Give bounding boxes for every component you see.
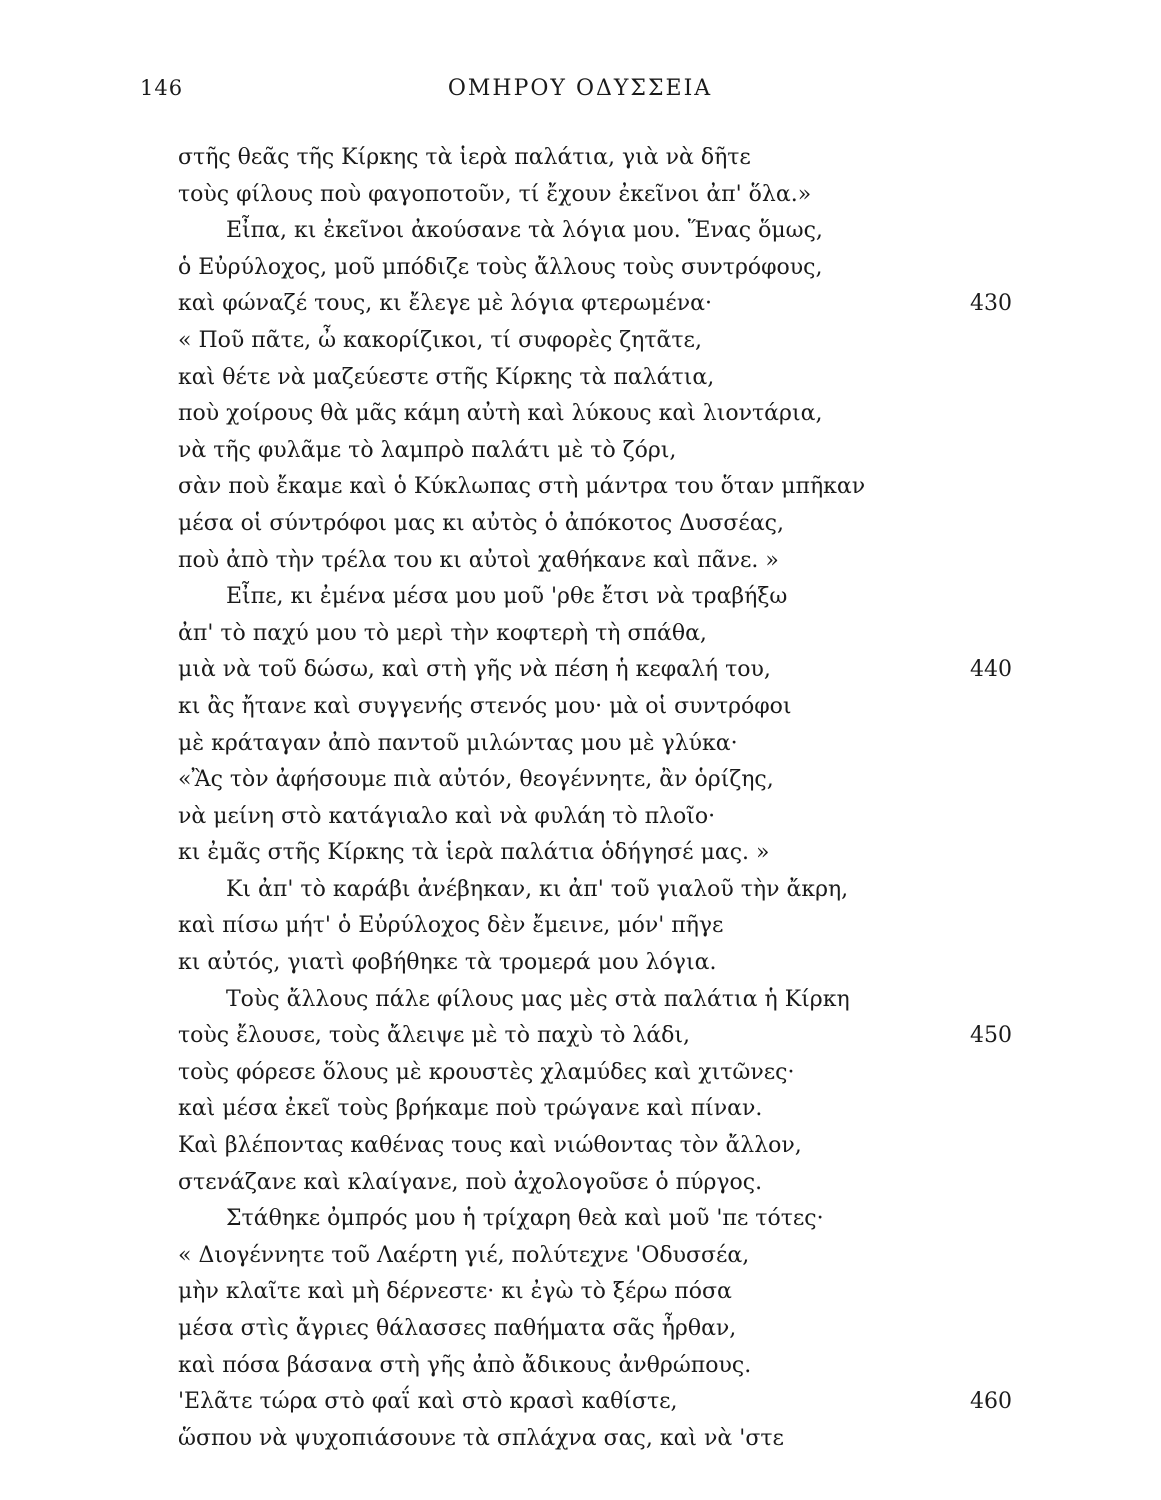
- verse-text: μιὰ νὰ τοῦ δώσω, καὶ στὴ γῆς νὰ πέση ἡ κεφαλή του,: [178, 657, 771, 683]
- line-number: 440: [970, 657, 1012, 683]
- verse-text: κι αὐτός, γιατὶ φοβήθηκε τὰ τρομερά μου λόγια.: [178, 950, 717, 976]
- verse-line: [178, 1018, 1018, 1055]
- verse-line: [178, 469, 1018, 506]
- verse-text: στενάζανε καὶ κλαίγανε, ποὺ ἀχολογοῦσε ὁ πύργος.: [178, 1169, 763, 1195]
- verse-line: [178, 799, 1018, 836]
- verse-text: ἀπ' τὸ παχύ μου τὸ μερὶ τὴν κοφτερὴ τὴ σπάθα,: [178, 620, 707, 646]
- verse-text: τοὺς ἔλουσε, τοὺς ἄλειψε μὲ τὸ παχὺ τὸ λάδι,: [178, 1023, 691, 1049]
- verse-text: κι ἐμᾶς στῆς Κίρκης τὰ ἱερὰ παλάτια ὁδήγησέ μας. »: [178, 840, 770, 866]
- verse-line: [178, 396, 1018, 433]
- verse-text: Καὶ βλέποντας καθένας τους καὶ νιώθοντας τὸν ἄλλον,: [178, 1133, 802, 1159]
- verse-text: Εἶπα, κι ἐκεῖνοι ἀκούσανε τὰ λόγια μου. Ἕνας ὅμως,: [226, 218, 823, 244]
- page-number: 146: [140, 76, 184, 100]
- verse-text: καὶ πόσα βάσανα στὴ γῆς ἀπὸ ἄδικους ἀνθρώπους.: [178, 1352, 752, 1378]
- page-header: [140, 76, 1020, 106]
- line-number: 450: [970, 1023, 1012, 1049]
- verse-text: Τοὺς ἄλλους πάλε φίλους μας μὲς στὰ παλάτια ἡ Κίρκη: [226, 986, 850, 1012]
- verse-text: νὰ τῆς φυλᾶμε τὸ λαμπρὸ παλάτι μὲ τὸ ζόρι,: [178, 437, 677, 463]
- verse-text: τοὺς φόρεσε ὅλους μὲ κρουστὲς χλαμύδες καὶ χιτῶνες·: [178, 1059, 795, 1085]
- running-title: ΟΜΗΡΟΥ ΟΔΥΣΣΕΙΑ: [447, 76, 713, 101]
- verse-line: [178, 908, 1018, 945]
- verse-line: [178, 1238, 1018, 1275]
- verse-line: [178, 945, 1018, 982]
- verse-text: μέσα στὶς ἄγριες θάλασσες παθήματα σᾶς ἦρθαν,: [178, 1316, 737, 1341]
- verse-line: [178, 579, 1018, 616]
- verse-text: στῆς θεᾶς τῆς Κίρκης τὰ ἱερὰ παλάτια, γιὰ νὰ δῆτε: [178, 145, 751, 170]
- verse-line: [178, 1091, 1018, 1128]
- verse-line: [178, 1128, 1018, 1165]
- verse-text: 'Ελᾶτε τώρα στὸ φαΐ καὶ στὸ κρασὶ καθίστε,: [178, 1389, 678, 1415]
- verse-line: [178, 762, 1018, 799]
- verse-line: [178, 250, 1018, 287]
- verse-line: [178, 543, 1018, 580]
- line-number: 430: [970, 291, 1012, 317]
- verse-text: σὰν ποὺ ἔκαμε καὶ ὁ Κύκλωπας στὴ μάντρα του ὅταν μπῆκαν: [178, 474, 866, 500]
- verse-line: [178, 616, 1018, 653]
- verse-line: [178, 982, 1018, 1019]
- verse-line: [178, 140, 1018, 177]
- verse-text: «Ἂς τὸν ἀφήσουμε πιὰ αὐτόν, θεογέννητε, ἂν ὁρίζης,: [178, 767, 774, 793]
- verse-line: [178, 689, 1018, 726]
- verse-line: [178, 323, 1018, 360]
- verse-line: [178, 872, 1018, 909]
- verse-line: [178, 1055, 1018, 1092]
- verse-text: Εἶπε, κι ἐμένα μέσα μου μοῦ 'ρθε ἔτσι νὰ τραβήξω: [226, 584, 788, 610]
- verse-text: καὶ θέτε νὰ μαζεύεστε στῆς Κίρκης τὰ παλάτια,: [178, 364, 715, 390]
- verse-line: [178, 360, 1018, 397]
- verse-text: μὲ κράταγαν ἀπὸ παντοῦ μιλώντας μου μὲ γλύκα·: [178, 730, 738, 756]
- verse-line: [178, 286, 1018, 323]
- line-number: 460: [970, 1389, 1012, 1415]
- verse-line: [178, 213, 1018, 250]
- verse-line: [178, 1348, 1018, 1385]
- verse-text: Κι ἀπ' τὸ καράβι ἀνέβηκαν, κι ἀπ' τοῦ γιαλοῦ τὴν ἄκρη,: [226, 876, 849, 902]
- verse-text: « Ποῦ πᾶτε, ὦ κακορίζικοι, τί συφορὲς ζητᾶτε,: [178, 327, 702, 353]
- verse-line: [178, 652, 1018, 689]
- verse-line: [178, 1274, 1018, 1311]
- verse-text: Στάθηκε ὀμπρός μου ἡ τρίχαρη θεὰ καὶ μοῦ 'πε τότες·: [226, 1206, 824, 1232]
- verse-line: [178, 1311, 1018, 1348]
- verse-line: [178, 1421, 1018, 1458]
- verse-text: καὶ φώναζέ τους, κι ἔλεγε μὲ λόγια φτερωμένα·: [178, 291, 712, 317]
- verse-text: νὰ μείνη στὸ κατάγιαλο καὶ νὰ φυλάη τὸ πλοῖο·: [178, 803, 716, 829]
- verse-text: καὶ πίσω μήτ' ὁ Εὐρύλοχος δὲν ἔμεινε, μόν' πῆγε: [178, 913, 724, 939]
- verse-line: [178, 1201, 1018, 1238]
- verse-text: ποὺ ἀπὸ τὴν τρέλα του κι αὐτοὶ χαθήκανε καὶ πᾶνε. »: [178, 547, 779, 573]
- verse-line: [178, 835, 1018, 872]
- verse-text: τοὺς φίλους ποὺ φαγοποτοῦν, τί ἔχουν ἐκεῖνοι ἀπ' ὅλα.»: [178, 181, 812, 207]
- verse-line: [178, 177, 1018, 214]
- verse-text: ποὺ χοίρους θὰ μᾶς κάμη αὐτὴ καὶ λύκους καὶ λιοντάρια,: [178, 401, 823, 427]
- verse-line: [178, 1384, 1018, 1421]
- verse-line: [178, 506, 1018, 543]
- verse-line: [178, 726, 1018, 763]
- verse-text: μέσα οἱ σύντρόφοι μας κι αὐτὸς ὁ ἀπόκοτος Δυσσέας,: [178, 510, 784, 536]
- verse-text: « Διογέννητε τοῦ Λαέρτη γιέ, πολύτεχνε 'Οδυσσέα,: [178, 1242, 750, 1268]
- verse-text: κι ἂς ἤτανε καὶ συγγενής στενός μου· μὰ οἱ συντρόφοι: [178, 693, 792, 719]
- verse-text: καὶ μέσα ἐκεῖ τοὺς βρήκαμε ποὺ τρώγανε καὶ πίναν.: [178, 1096, 763, 1122]
- verse-text: ὁ Εὐρύλοχος, μοῦ μπόδιζε τοὺς ἄλλους τοὺς συντρόφους,: [178, 254, 823, 280]
- verse-text: μὴν κλαῖτε καὶ μὴ δέρνεστε· κι ἐγὼ τὸ ξέρω πόσα: [178, 1279, 732, 1305]
- verse-text: ὥσπου νὰ ψυχοπιάσουνε τὰ σπλάχνα σας, καὶ νὰ 'στε: [178, 1425, 784, 1451]
- verse-line: [178, 1165, 1018, 1202]
- verse-line: [178, 433, 1018, 470]
- verse-block: [178, 140, 1018, 1457]
